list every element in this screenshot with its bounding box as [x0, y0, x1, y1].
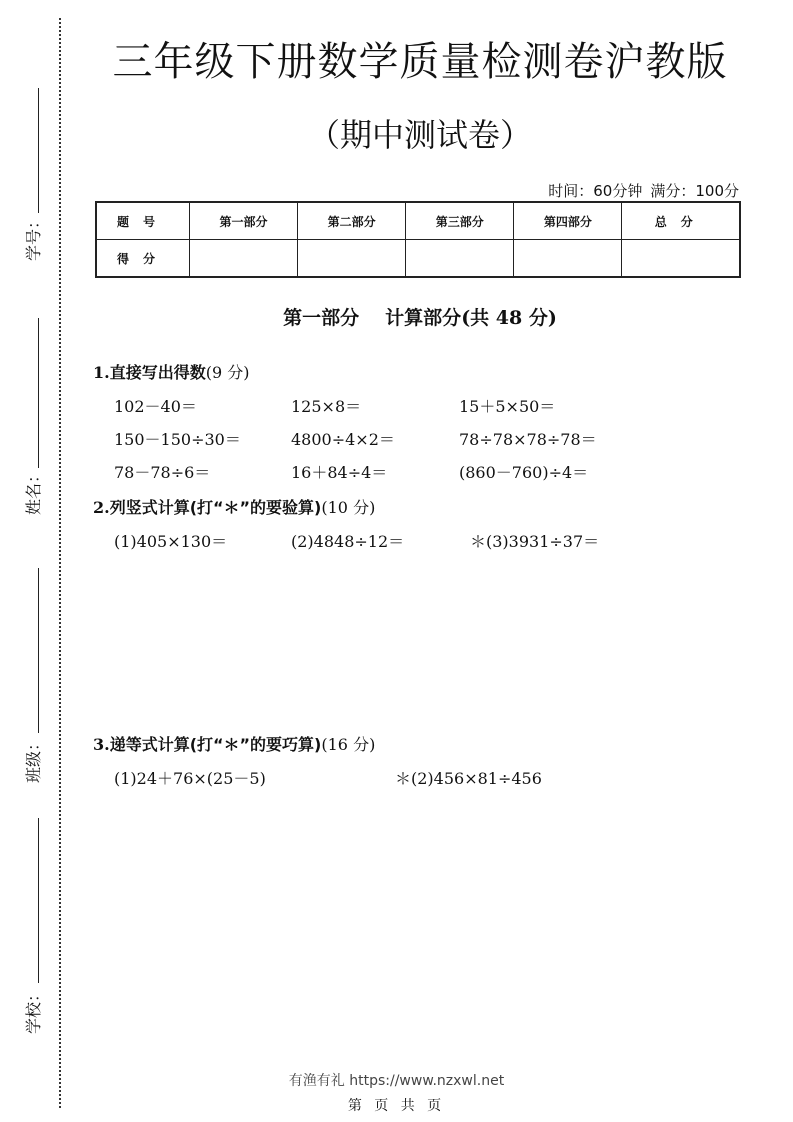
score-table-cell: 总分: [622, 202, 740, 240]
score-table-score-row: [96, 240, 740, 278]
q3-number: 3.: [93, 735, 110, 754]
q3-item: (1)24＋76×(25－5): [114, 769, 266, 788]
q1-heading: [93, 360, 249, 383]
footer-page-number: 第 页 共 页: [347, 1098, 446, 1114]
class-line: [38, 568, 39, 733]
q2-item: (1)405×130＝: [114, 532, 228, 551]
score-table-cell: 第四部分: [514, 202, 622, 240]
q1-score: (9 分): [205, 363, 250, 382]
q2-item: ＊(3)3931÷37＝: [470, 532, 600, 551]
footer-website: 有渔有礼 https://www.nzxwl.net: [288, 1073, 505, 1089]
q1-item: 15＋5×50＝: [459, 397, 556, 416]
school-label: 学校：: [24, 985, 43, 1034]
full-score: 满分：100分: [650, 182, 739, 200]
q1-item: 16＋84÷4＝: [291, 463, 388, 482]
q3-heading: [93, 732, 375, 755]
score-table-cell: 第三部分: [406, 202, 514, 240]
q3-title: 递等式计算(打“＊”的要巧算): [109, 735, 322, 754]
score-input-part3[interactable]: [406, 240, 514, 278]
class-label: 班级：: [24, 734, 43, 783]
score-table-header-row: [96, 202, 740, 240]
exam-meta: [548, 180, 739, 201]
page-subtitle: （期中测试卷）: [307, 116, 532, 154]
score-row-label: 得分: [96, 240, 190, 278]
q2-heading: [93, 495, 375, 518]
q1-item: 78－78÷6＝: [114, 463, 211, 482]
score-table-cell: 第二部分: [298, 202, 406, 240]
q3-item: ＊(2)456×81÷456: [395, 769, 542, 788]
page-title: 三年级下册数学质量检测卷沪教版: [112, 39, 728, 85]
section1-title: [90, 303, 750, 330]
q1-title: 直接写出得数: [109, 363, 206, 382]
score-input-part2[interactable]: [298, 240, 406, 278]
name-label: 姓名：: [24, 466, 43, 515]
q2-item: (2)4848÷12＝: [291, 532, 405, 551]
name-line: [38, 318, 39, 468]
q2-title: 列竖式计算(打“＊”的要验算): [109, 498, 322, 517]
q1-item: (860－760)÷4＝: [459, 463, 589, 482]
binding-dashed-line: [59, 18, 61, 1108]
q2-score: (10 分): [321, 498, 376, 517]
time-limit: 时间：60分钟: [548, 182, 643, 200]
score-input-part1[interactable]: [190, 240, 298, 278]
section1-score: (共 48 分): [461, 307, 557, 329]
student-id-label: 学号：: [24, 212, 43, 261]
q1-item: 102－40＝: [114, 397, 197, 416]
score-table: [95, 201, 741, 278]
section1-name: 第一部分: [283, 307, 360, 329]
q1-item: 125×8＝: [291, 397, 362, 416]
q3-score: (16 分): [321, 735, 376, 754]
q2-number: 2.: [93, 498, 110, 517]
section1-subtitle: 计算部分: [385, 307, 462, 329]
score-table-cell: 第一部分: [190, 202, 298, 240]
q1-item: 150－150÷30＝: [114, 430, 241, 449]
school-line: [38, 818, 39, 983]
score-input-total[interactable]: [622, 240, 740, 278]
q1-item: 78÷78×78÷78＝: [459, 430, 597, 449]
q1-item: 4800÷4×2＝: [291, 430, 395, 449]
score-input-part4[interactable]: [514, 240, 622, 278]
student-id-line: [38, 88, 39, 213]
q1-number: 1.: [93, 363, 110, 382]
score-table-cell: 题号: [96, 202, 190, 240]
